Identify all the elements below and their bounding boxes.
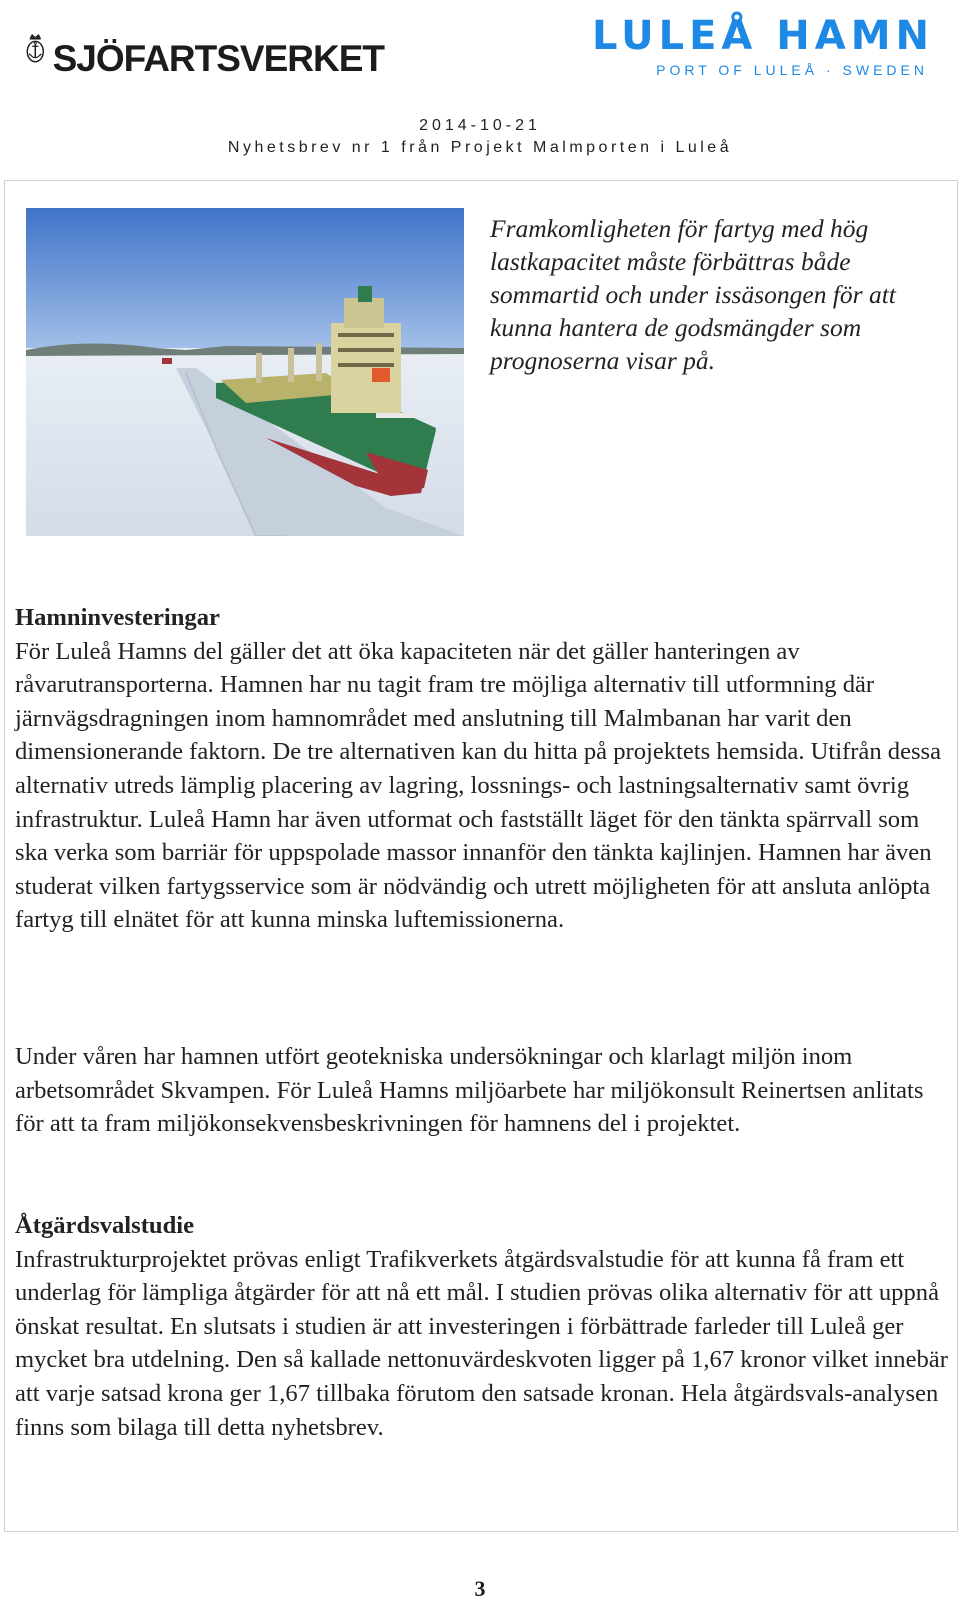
lulea-hamn-wordmark: LULEÅ HAMN [592, 13, 934, 59]
page-number: 3 [474, 1576, 486, 1601]
section-heading: Åtgärdsvalstudie [15, 1212, 195, 1239]
section-hamninvesteringar [15, 601, 950, 937]
lulea-hamn-logo [592, 14, 934, 78]
sjofartsverket-logo [24, 4, 384, 94]
pull-quote: Framkomligheten för fartyg med hög lastkapacitet måste förbättras både sommartid och under issäsongen för att kunna hantera de godsmängder som prognoserna visar på. [490, 214, 896, 375]
section-paragraph: Under våren har hamnen utfört geotekniska undersökningar och klarlagt miljön inom arbetsområdet Skvampen. För Luleå Hamns miljöarbete har miljökonsult Reinertsen anlitats för att ta fram miljökonsekvensbeskrivningen för hamnens del i projektet. [15, 1043, 924, 1138]
section-paragraph: För Luleå Hamns del gäller det att öka kapaciteten när det gäller hanteringen av råvarutransporterna. Hamnen har nu tagit fram tre möjliga alternativ till utformning där järnvägsdragningen inom hamnområdet med anslutning till Malmbanan har varit den dimensionerande faktorn. De tre alternativen kan du hitta på projektets hemsida. Utifrån dessa alternativ utreds lämplig placering av lagring, lossnings- och lastningsalternativ samt övrig infrastruktur. Luleå Hamn har även utformat och fastställt läget för den tänkta spärrvall som ska verka som barriär för uppspolade massor innanför den tänkta kajlinjen. Hamnen har även studerat vilken fartygsservice som är nödvändig och utrett möjligheten för att ansluta anlöpta fartyg till elnätet för att kunna minska luftemissionerna. [15, 637, 942, 934]
icebreaking-ship-photo [26, 208, 464, 536]
newsletter-subtitle: Nyhetsbrev nr 1 från Projekt Malmporten i Luleå [227, 139, 733, 156]
newsletter-date: 2014-10-21 [419, 117, 541, 134]
section-atgardsvalstudie [15, 1209, 950, 1444]
lulea-hamn-tagline: PORT OF LULEÅ · SWEDEN [656, 62, 928, 78]
section-paragraph: Infrastrukturprojektet prövas enligt Trafikverkets åtgärdsvalstudie för att kunna få fram ett underlag för lämpliga åtgärder för att nå ett mål. I studien prövas olika alternativ för att uppnå önskat resultat. En slutsats i studien är att investeringen i förbättrade farleder till Luleå ger mycket bra utdelning. Den så kallade nettonuvärdeskvoten ligger på 1,67 kronor vilket innebär att varje satsad krona ger 1,67 tillbaka förutom den satsade kronan. Hela åtgärdsvals-analysen finns som bilaga till detta nyhetsbrev. [15, 1245, 948, 1441]
section-hamninvesteringar-continued [15, 1040, 950, 1141]
section-heading: Hamninvesteringar [15, 604, 220, 631]
sjofartsverket-wordmark: SJÖFARTSVERKET [52, 38, 384, 79]
anchor-crown-emblem-icon [24, 4, 47, 94]
